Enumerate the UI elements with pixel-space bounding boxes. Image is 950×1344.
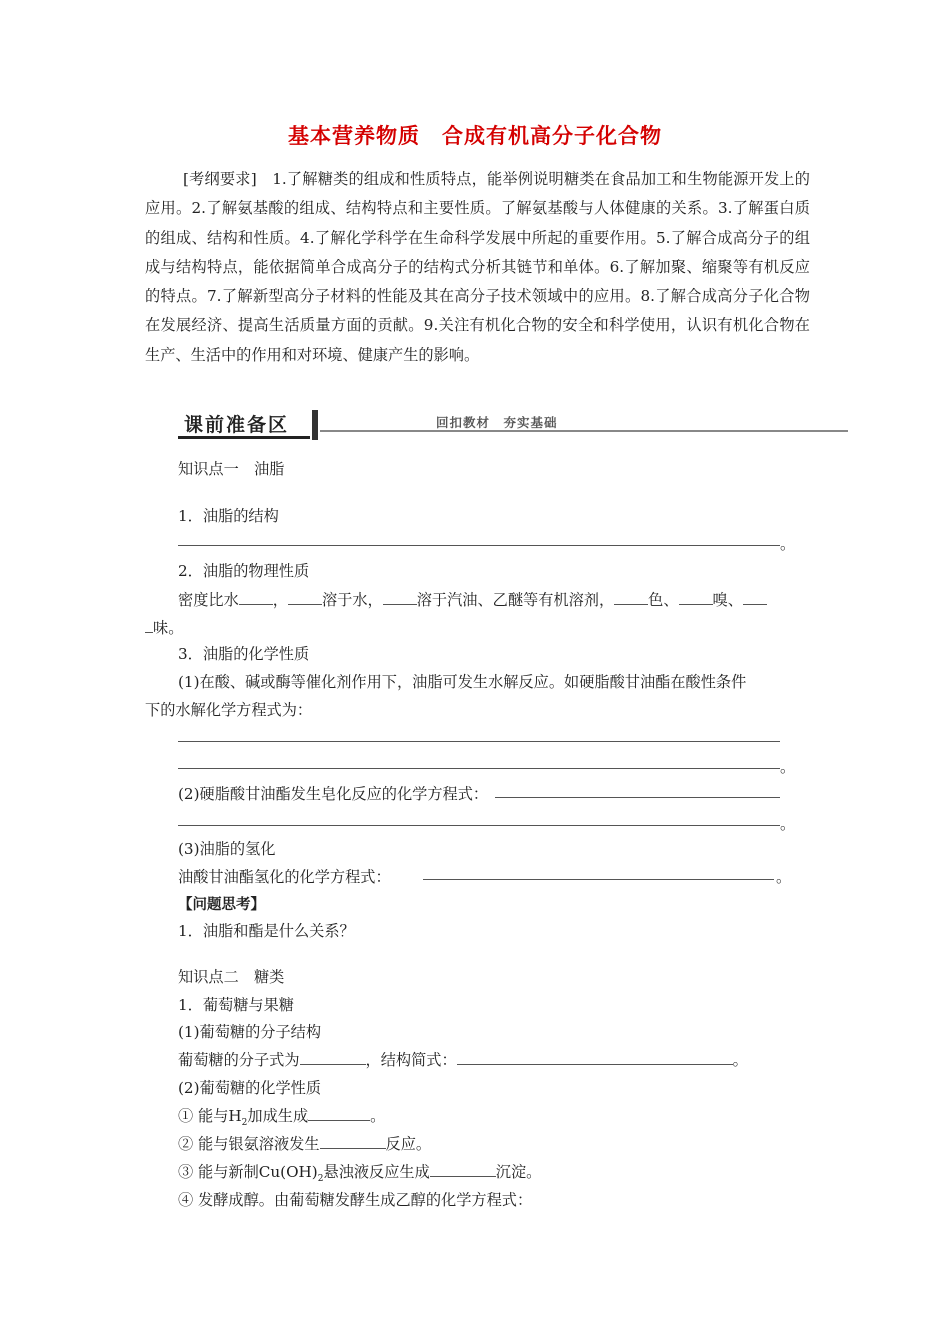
banner-rule xyxy=(320,430,848,432)
text: ③ 能与新制Cu(OH) xyxy=(178,1163,318,1181)
text: ② 能与银氨溶液发生 xyxy=(178,1135,320,1153)
blank xyxy=(383,590,417,605)
physical-properties-line xyxy=(178,589,767,610)
banner-underline xyxy=(178,436,310,439)
blank xyxy=(145,618,153,633)
period: 。 xyxy=(370,1107,386,1125)
blank xyxy=(679,590,713,605)
section2-sub1: (1)葡萄糖的分子结构 xyxy=(178,1023,322,1041)
blank xyxy=(288,590,322,605)
period: 。 xyxy=(780,535,796,553)
period: 。 xyxy=(732,1051,748,1069)
blank xyxy=(300,1050,366,1065)
banner-subtitle: 回扣教材 夯实基础 xyxy=(436,415,558,430)
banner-bar xyxy=(312,410,318,440)
text: 葡萄糖的分子式为 xyxy=(178,1051,300,1069)
blank xyxy=(320,1134,386,1149)
section2-heading: 知识点二 糖类 xyxy=(178,968,285,986)
question-label: 【问题思考】 xyxy=(178,897,265,913)
text: ， xyxy=(272,591,288,609)
section1-item3: 3．油脂的化学性质 xyxy=(178,645,310,663)
requirements-text: 1.了解糖类的组成和性质特点，能举例说明糖类在食品加工和生物能源开发上的应用。2.了解氨基酸的组成、结构特点和主要性质。了解氨基酸与人体健康的关系。3.了解蛋白质的组成、结构和性质。4.了解化学科学在生命科学发展中所起的重要作用。5.了解合成高分子的组成与结构特点，能依据简单合成高分子的结构式分析其链节和单体。6.了解加聚、缩聚等有机反应的特点。7.了解新型高分子材料的性能及其在高分子技术领域中的应用。8.了解合成高分子化合物在发展经济、提高生活质量方面的贡献。9.关注有机化合物的安全和科学使用，认识有机化合物在生产、生活中的作用和对环境、健康产生的影响。 xyxy=(145,170,810,364)
property-2 xyxy=(178,1133,431,1154)
section2-item1: 1．葡萄糖与果糖 xyxy=(178,996,294,1014)
answer-line xyxy=(178,545,780,546)
blank xyxy=(430,1162,496,1177)
physical-properties-wrap xyxy=(145,617,183,638)
answer-line xyxy=(423,879,774,880)
blank xyxy=(457,1050,733,1065)
text: 密度比水 xyxy=(178,591,239,609)
text: 味。 xyxy=(153,619,184,637)
text: 沉淀。 xyxy=(495,1163,542,1181)
blank xyxy=(239,590,273,605)
section1-heading: 知识点一 油脂 xyxy=(178,460,285,478)
subscript: 2 xyxy=(317,1174,324,1185)
question-1: 1．油脂和酯是什么关系？ xyxy=(178,922,355,940)
property-3 xyxy=(178,1161,541,1184)
text: 色、 xyxy=(648,591,679,609)
requirements-label: [考纲要求] xyxy=(183,170,257,188)
glucose-formula-line xyxy=(178,1049,748,1070)
answer-line xyxy=(495,797,780,798)
blank xyxy=(308,1106,370,1121)
period: 。 xyxy=(776,868,792,886)
answer-line xyxy=(178,768,780,769)
saponification-label: (2)硬脂酸甘油酯发生皂化反应的化学方程式： xyxy=(178,785,489,803)
section-banner xyxy=(178,408,848,442)
text: ，结构简式： xyxy=(365,1051,457,1069)
banner-box xyxy=(178,408,316,440)
property-4: ④ 发酵成醇。由葡萄糖发酵生成乙醇的化学方程式： xyxy=(178,1191,533,1209)
blank xyxy=(743,590,767,605)
answer-line xyxy=(178,825,780,826)
exam-requirements xyxy=(145,165,810,370)
text: 嗅、 xyxy=(712,591,743,609)
hydrogenation-heading: (3)油脂的氢化 xyxy=(178,840,276,858)
text: 悬浊液反应生成 xyxy=(323,1163,430,1181)
text: 反应。 xyxy=(385,1135,432,1153)
hydrogenation-label: 油酸甘油酯氢化的化学方程式： xyxy=(178,868,391,886)
text: 溶于汽油、乙醚等有机溶剂， xyxy=(416,591,615,609)
answer-line xyxy=(178,741,780,742)
subscript: 2 xyxy=(241,1118,248,1129)
hydrolysis-text-line2: 下的水解化学方程式为： xyxy=(145,701,313,719)
property-1 xyxy=(178,1105,385,1128)
period: 。 xyxy=(780,815,796,833)
section1-item1: 1．油脂的结构 xyxy=(178,507,279,525)
banner-label: 课前准备区 xyxy=(184,414,290,436)
period: 。 xyxy=(780,758,796,776)
text: 溶于水， xyxy=(321,591,383,609)
section1-item2: 2．油脂的物理性质 xyxy=(178,562,310,580)
text: 加成生成 xyxy=(247,1107,309,1125)
text: ① 能与H xyxy=(178,1107,242,1125)
page-title: 基本营养物质 合成有机高分子化合物 xyxy=(288,123,662,148)
blank xyxy=(614,590,648,605)
hydrolysis-text-line1: (1)在酸、碱或酶等催化剂作用下，油脂可发生水解反应。如硬脂酸甘油酯在酸性条件 xyxy=(178,673,747,691)
section2-sub2: (2)葡萄糖的化学性质 xyxy=(178,1079,322,1097)
